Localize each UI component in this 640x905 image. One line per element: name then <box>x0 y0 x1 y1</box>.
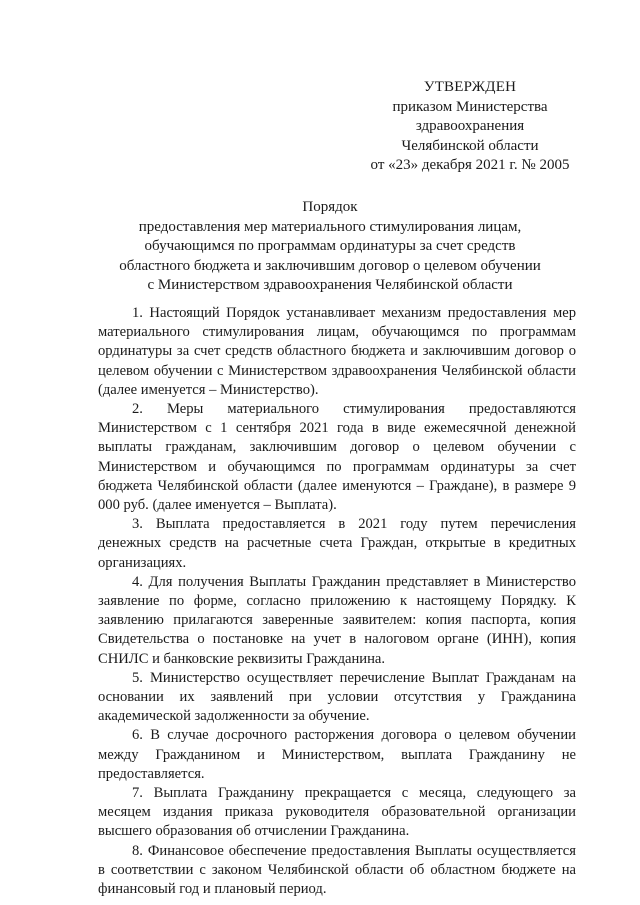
document-body <box>98 304 576 899</box>
title-line-5: с Министерством здравоохранения Челябинской области <box>147 277 513 293</box>
paragraph-7: 7. Выплата Гражданину прекращается с месяца, следующего за месяцем издания приказа руководителя образовательной организации высшего образования об отчислении Гражданина. <box>98 785 576 840</box>
approval-issuer-line-3: Челябинской области <box>401 137 539 154</box>
document-title <box>90 198 570 296</box>
approval-issuer-line-1: приказом Министерства <box>392 98 548 115</box>
approval-title: УТВЕРЖДЕН <box>423 79 517 95</box>
paragraph-1: 1. Настоящий Порядок устанавливает механизм предоставления мер материального стимулирования лицам, обучающимся по программам ординатуры за счет средств областного бюджета и заключившим договор о целевом обучении с Министерством здравоохранения Челябинской области (далее именуется – Министерство). <box>98 305 576 398</box>
paragraph-5: 5. Министерство осуществляет перечисление Выплат Гражданам на основании их заявлений при условии отсутствия у Гражданина академической задолженности за обучение. <box>98 669 576 725</box>
paragraph-6: 6. В случае досрочного расторжения договора о целевом обучении между Гражданином и Министерством, выплата Гражданину не предоставляется. <box>98 727 576 782</box>
paragraph-3: 3. Выплата предоставляется в 2021 году путем перечисления денежных средств на расчетные счета Граждан, открытые в кредитных организациях. <box>98 516 576 571</box>
paragraph-8: 8. Финансовое обеспечение предоставления Выплаты осуществляется в соответствии с законом Челябинской области об областном бюджете на финансовый год и плановый период. <box>98 842 576 898</box>
paragraph-4: 4. Для получения Выплаты Гражданин представляет в Министерство заявление по форме, согласно приложению к настоящему Порядку. К заявлению прилагаются заверенные заявителем: копия паспорта, копия Свидетельства о постановке на учет в налоговом органе (ИНН), копия СНИЛС и банковские реквизиты Гражданина. <box>98 573 576 667</box>
title-line-1: Порядок <box>302 199 358 215</box>
title-line-2: предоставления мер материального стимулирования лицам, <box>138 218 522 235</box>
approval-order-date: от «23» декабря 2021 г. № 2005 <box>370 157 570 173</box>
approval-issuer-line-2: здравоохранения <box>415 118 525 134</box>
title-line-3: обучающимся по программам ординатуры за счет средств <box>144 238 516 254</box>
title-line-4: областного бюджета и заключившим договор о целевом обучении <box>119 257 541 274</box>
paragraph-2: 2. Меры материального стимулирования предоставляются Министерством с 1 сентября 2021 года в виде ежемесячной денежной выплаты гражданам, заключившим договор о целевом обучении с Министерством и обучающимся по программам ординатуры за счет бюджета Челябинской области (далее именуются – Граждане), в размере 9 000 руб. (далее именуется – Выплата). <box>98 401 576 514</box>
approval-stamp-block <box>350 78 590 176</box>
